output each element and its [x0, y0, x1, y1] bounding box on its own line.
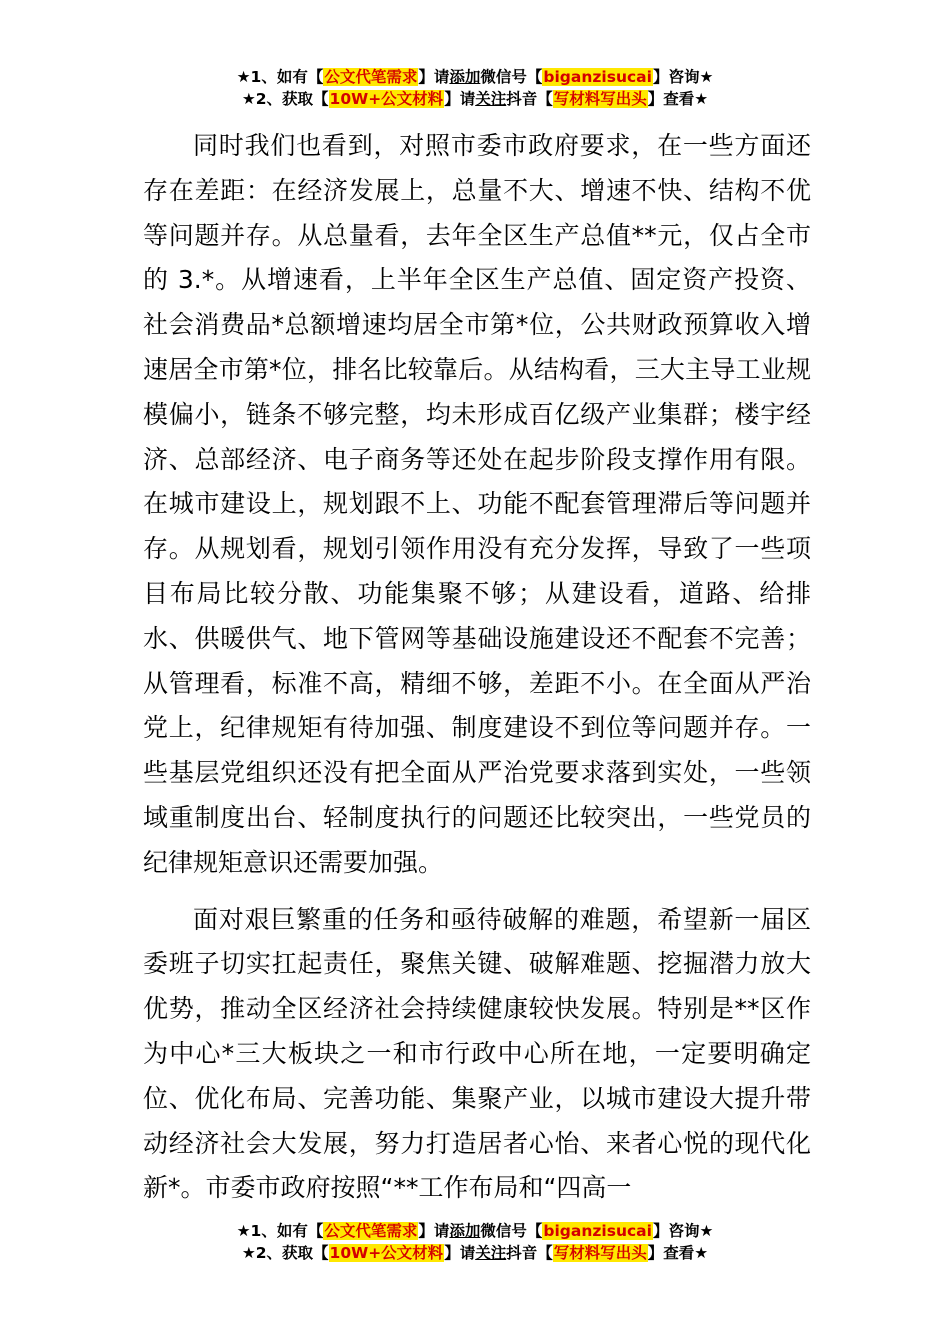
promo-highlight: 写材料写出头	[553, 90, 647, 108]
promo-highlight: 10W+公文材料	[329, 1244, 444, 1262]
promo-highlight: 公文代笔需求	[324, 1222, 418, 1240]
promo-highlight: 公文代笔需求	[324, 68, 418, 86]
promo-highlight: biganzisucai	[543, 1222, 652, 1240]
promo-line-1: ★1、如有【公文代笔需求】请添加微信号【biganzisucai】咨询★	[236, 68, 714, 86]
promo-line-2: ★2、获取【10W+公文材料】请关注抖音【写材料写出头】查看★	[241, 90, 709, 108]
promo-line-2: ★2、获取【10W+公文材料】请关注抖音【写材料写出头】查看★	[241, 1244, 709, 1262]
paragraph: 同时我们也看到，对照市委市政府要求，在一些方面还存在差距：在经济发展上，总量不大、增速不快、结构不优等问题并存。从总量看，去年全区生产总值**元，仅占全市的 3.*。从增速看，上半年全区生产总值、固定资产投资、社会消费品*总额增速均居全市第*位，公共财政预算收入增速居全市第*位，排名比较靠后。从结构看，三大主导工业规模偏小，链条不够完整，均未形成百亿级产业集群；楼宇经济、总部经济、电子商务等还处在起步阶段支撑作用有限。在城市建设上，规划跟不上、功能不配套管理滞后等问题并存。从规划看，规划引领作用没有充分发挥，导致了一些项目布局比较分散、功能集聚不够；从建设看，道路、给排水、供暖供气、地下管网等基础设施建设还不配套不完善；从管理看，标准不高，精细不够，差距不小。在全面从严治党上，纪律规矩有待加强、制度建设不到位等问题并存。一些基层党组织还没有把全面从严治党要求落到实处，一些领域重制度出台、轻制度执行的问题还比较突出，一些党员的纪律规矩意识还需要加强。	[143, 131, 811, 877]
promo-highlight: biganzisucai	[543, 68, 652, 86]
footer-promo-banner	[0, 1220, 950, 1264]
promo-highlight: 写材料写出头	[553, 1244, 647, 1262]
promo-highlight: 10W+公文材料	[329, 90, 444, 108]
paragraph: 面对艰巨繁重的任务和亟待破解的难题，希望新一届区委班子切实扛起责任，聚焦关键、破解难题、挖掘潜力放大优势，推动全区经济社会持续健康较快发展。特别是**区作为中心*三大板块之一和市行政中心所在地，一定要明确定位、优化布局、完善功能、集聚产业，以城市建设大提升带动经济社会大发展，努力打造居者心怡、来者心悦的现代化新*。市委市政府按照“**工作布局和“四高一	[143, 904, 811, 1203]
header-promo-banner	[0, 66, 950, 110]
promo-line-1: ★1、如有【公文代笔需求】请添加微信号【biganzisucai】咨询★	[236, 1222, 714, 1240]
document-body	[143, 124, 811, 1211]
